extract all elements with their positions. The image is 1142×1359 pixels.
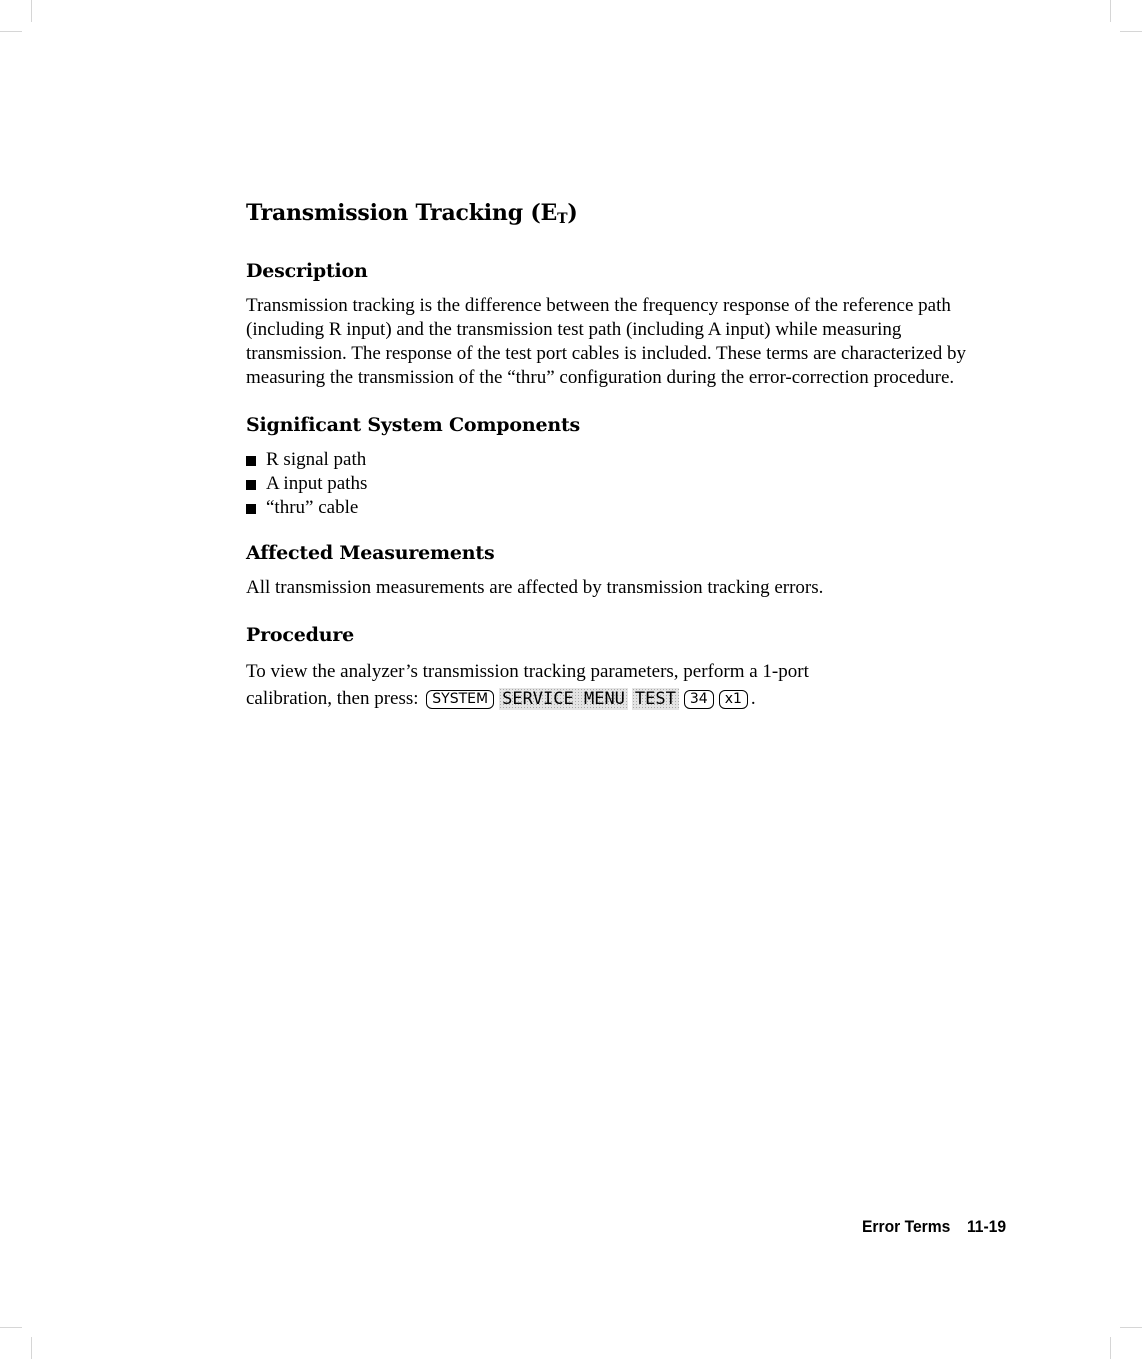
description-heading: Description — [246, 260, 368, 282]
list-item: “thru” cable — [246, 496, 1006, 520]
page-title — [246, 196, 1006, 230]
affected-body: All transmission measurements are affected by transmission tracking errors. — [246, 577, 824, 598]
crop-mark — [1110, 0, 1111, 22]
x1-key: x1 — [719, 690, 748, 709]
bullet-icon — [246, 504, 256, 514]
components-heading: Significant System Components — [246, 414, 581, 436]
components-list — [246, 448, 1006, 520]
crop-mark — [31, 1337, 32, 1359]
service-menu-softkey: SERVICE MENU — [499, 688, 628, 710]
number-34-key: 34 — [684, 690, 714, 709]
list-item: A input paths — [246, 472, 1006, 496]
test-softkey: TEST — [632, 688, 679, 710]
crop-mark — [1110, 1337, 1111, 1359]
affected-heading: Affected Measurements — [246, 542, 495, 564]
bullet-icon — [246, 456, 256, 466]
system-hardkey: SYSTEM — [426, 690, 494, 709]
list-item: R signal path — [246, 448, 1006, 472]
bullet-icon — [246, 480, 256, 490]
crop-mark — [1120, 31, 1142, 32]
description-body: Transmission tracking is the difference between the frequency response of the reference path (including R input) and the transmission test path (including A input) while measuring transmission. The response of the test port cables is included. These terms are characterized by measuring the transmission of the “thru” configuration during the error-correction procedure. — [246, 295, 967, 388]
page-content — [246, 196, 1006, 712]
page-footer — [862, 1215, 1006, 1239]
procedure-line-1: To view the analyzer’s transmission tracking parameters, perform a 1-port — [246, 661, 809, 682]
crop-mark — [0, 31, 22, 32]
title-suffix: ) — [567, 200, 578, 226]
title-text: Transmission Tracking (E — [246, 200, 558, 226]
crop-mark — [31, 0, 32, 22]
procedure-heading: Procedure — [246, 624, 355, 646]
footer-section: Error Terms — [862, 1217, 951, 1236]
procedure-line-2: calibration, then press: SYSTEM SERVICE MENU TEST 34 x1 . — [246, 688, 756, 709]
page-number: 11-19 — [966, 1217, 1007, 1236]
title-subscript: T — [557, 211, 568, 227]
crop-mark — [1120, 1327, 1142, 1328]
crop-mark — [0, 1327, 22, 1328]
